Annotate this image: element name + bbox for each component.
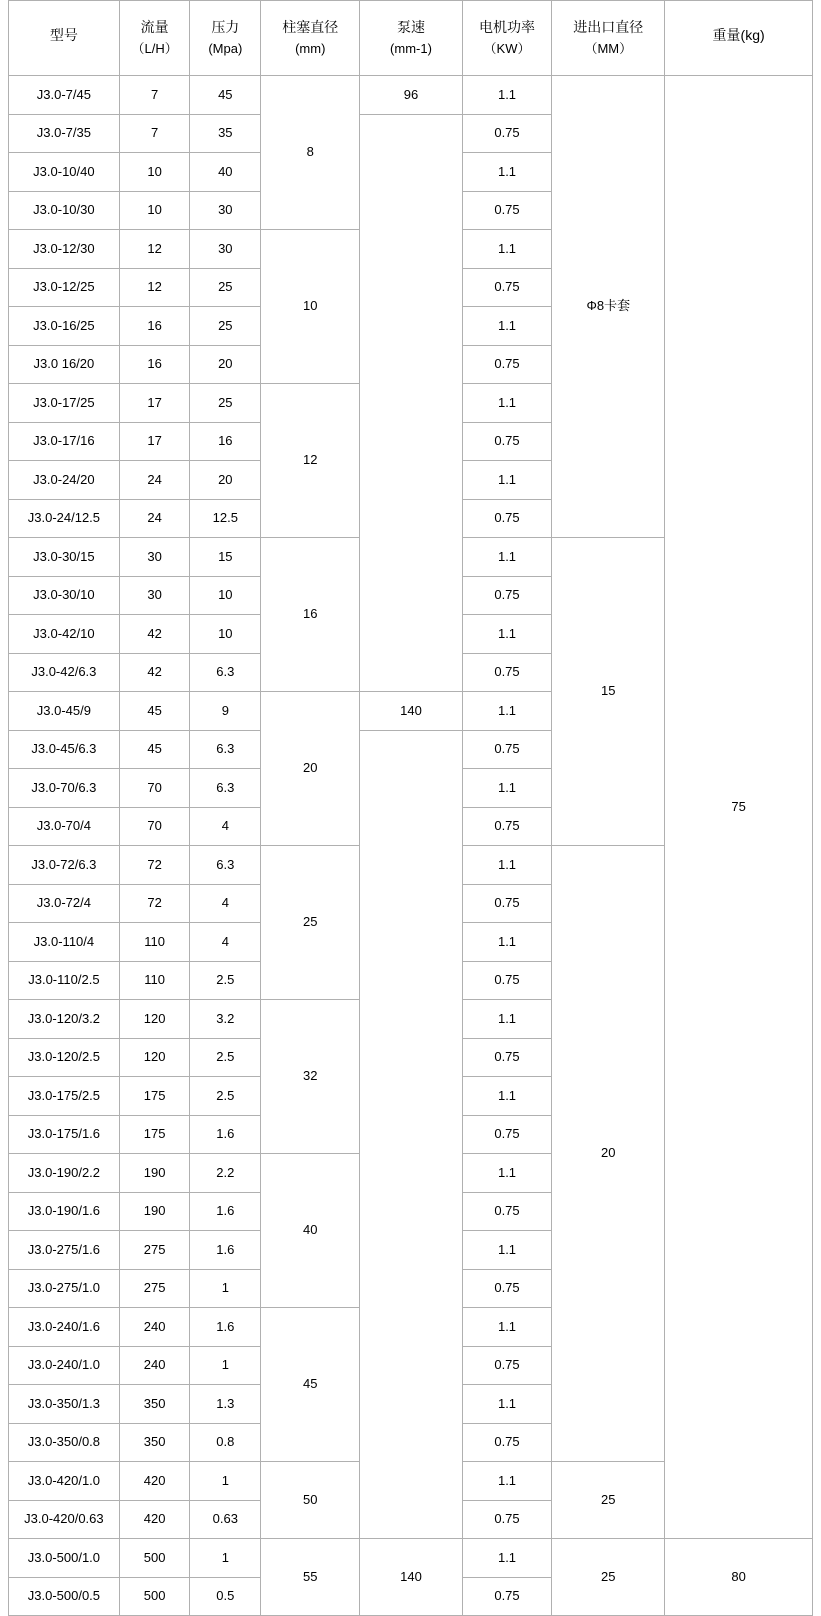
cell-pressure: 2.2 (190, 1154, 261, 1193)
cell-model: J3.0-175/2.5 (9, 1077, 120, 1116)
header-port-line2: （MM） (584, 40, 633, 56)
header-flow-line1: 流量 (140, 19, 169, 36)
cell-model: J3.0-45/6.3 (9, 730, 120, 769)
cell-flow: 420 (119, 1462, 190, 1501)
cell-pressure: 30 (190, 191, 261, 230)
cell-model: J3.0-17/16 (9, 422, 120, 461)
cell-motor-power: 1.1 (462, 1231, 552, 1270)
cell-model: J3.0-190/1.6 (9, 1192, 120, 1231)
cell-flow: 500 (119, 1577, 190, 1616)
cell-pressure: 4 (190, 807, 261, 846)
cell-pressure: 40 (190, 153, 261, 192)
cell-model: J3.0-420/1.0 (9, 1462, 120, 1501)
cell-model: J3.0-45/9 (9, 692, 120, 731)
cell-motor-power: 0.75 (462, 1038, 552, 1077)
cell-flow: 30 (119, 538, 190, 577)
table-header (9, 1, 813, 76)
cell-flow: 16 (119, 345, 190, 384)
header-plunger-line1: 柱塞直径 (282, 19, 339, 36)
cell-plunger-diameter: 32 (261, 1000, 360, 1154)
cell-flow: 350 (119, 1423, 190, 1462)
cell-pressure: 25 (190, 307, 261, 346)
cell-plunger-diameter: 55 (261, 1539, 360, 1616)
cell-model: J3.0-7/35 (9, 114, 120, 153)
cell-pressure: 3.2 (190, 1000, 261, 1039)
cell-pressure: 12.5 (190, 499, 261, 538)
cell-motor-power: 0.75 (462, 1192, 552, 1231)
cell-pressure: 4 (190, 923, 261, 962)
header-port-diameter (552, 1, 665, 76)
cell-model: J3.0-110/2.5 (9, 961, 120, 1000)
cell-model: J3.0-17/25 (9, 384, 120, 423)
cell-model: J3.0-350/1.3 (9, 1385, 120, 1424)
cell-motor-power: 0.75 (462, 1269, 552, 1308)
header-speed-line2: (mm-1) (390, 40, 432, 56)
header-plunger-diameter (261, 1, 360, 76)
cell-motor-power: 0.75 (462, 1423, 552, 1462)
cell-pressure: 6.3 (190, 846, 261, 885)
cell-pressure: 1 (190, 1539, 261, 1578)
header-weight (665, 1, 813, 76)
cell-flow: 120 (119, 1000, 190, 1039)
cell-plunger-diameter: 10 (261, 230, 360, 384)
cell-model: J3.0-24/12.5 (9, 499, 120, 538)
cell-port-diameter: 25 (552, 1462, 665, 1539)
table-body (9, 76, 813, 1616)
cell-flow: 420 (119, 1500, 190, 1539)
cell-pump-speed (360, 114, 462, 692)
cell-pressure: 25 (190, 268, 261, 307)
cell-pressure: 15 (190, 538, 261, 577)
cell-pressure: 6.3 (190, 653, 261, 692)
cell-model: J3.0-72/6.3 (9, 846, 120, 885)
cell-motor-power: 0.75 (462, 576, 552, 615)
cell-motor-power: 1.1 (462, 538, 552, 577)
cell-motor-power: 1.1 (462, 153, 552, 192)
cell-pressure: 4 (190, 884, 261, 923)
cell-motor-power: 1.1 (462, 1077, 552, 1116)
cell-model: J3.0-10/30 (9, 191, 120, 230)
cell-pressure: 35 (190, 114, 261, 153)
cell-model: J3.0-42/6.3 (9, 653, 120, 692)
cell-model: J3.0-240/1.0 (9, 1346, 120, 1385)
header-weight-line1: 重量(kg) (712, 27, 765, 44)
cell-flow: 500 (119, 1539, 190, 1578)
cell-plunger-diameter: 16 (261, 538, 360, 692)
cell-motor-power: 1.1 (462, 769, 552, 808)
cell-motor-power: 1.1 (462, 461, 552, 500)
cell-flow: 24 (119, 461, 190, 500)
header-pressure (190, 1, 261, 76)
cell-motor-power: 0.75 (462, 884, 552, 923)
cell-flow: 70 (119, 769, 190, 808)
header-power-line1: 电机功率 (479, 19, 535, 36)
cell-flow: 175 (119, 1077, 190, 1116)
cell-model: J3.0-70/6.3 (9, 769, 120, 808)
cell-flow: 72 (119, 884, 190, 923)
header-power-line2: （KW） (483, 40, 531, 56)
cell-flow: 7 (119, 114, 190, 153)
cell-flow: 190 (119, 1192, 190, 1231)
cell-weight: 75 (665, 76, 813, 1539)
cell-flow: 10 (119, 153, 190, 192)
cell-flow: 275 (119, 1269, 190, 1308)
cell-model: J3.0-72/4 (9, 884, 120, 923)
cell-port-diameter: Φ8卡套 (552, 76, 665, 538)
header-pressure-line1: 压力 (211, 19, 240, 36)
cell-pump-speed: 96 (360, 76, 462, 115)
cell-motor-power: 1.1 (462, 1308, 552, 1347)
cell-motor-power: 0.75 (462, 114, 552, 153)
cell-model: J3.0-24/20 (9, 461, 120, 500)
cell-flow: 190 (119, 1154, 190, 1193)
cell-flow: 24 (119, 499, 190, 538)
header-row (9, 1, 813, 76)
cell-plunger-diameter: 25 (261, 846, 360, 1000)
cell-model: J3.0-500/1.0 (9, 1539, 120, 1578)
cell-flow: 70 (119, 807, 190, 846)
cell-motor-power: 1.1 (462, 1462, 552, 1501)
cell-flow: 7 (119, 76, 190, 115)
cell-flow: 120 (119, 1038, 190, 1077)
cell-pressure: 20 (190, 345, 261, 384)
cell-pump-speed (360, 730, 462, 1539)
cell-model: J3.0 16/20 (9, 345, 120, 384)
cell-pressure: 1.6 (190, 1192, 261, 1231)
cell-pressure: 30 (190, 230, 261, 269)
cell-flow: 350 (119, 1385, 190, 1424)
cell-flow: 16 (119, 307, 190, 346)
cell-motor-power: 0.75 (462, 653, 552, 692)
cell-model: J3.0-240/1.6 (9, 1308, 120, 1347)
cell-model: J3.0-12/30 (9, 230, 120, 269)
cell-motor-power: 0.75 (462, 730, 552, 769)
cell-flow: 110 (119, 923, 190, 962)
cell-plunger-diameter: 50 (261, 1462, 360, 1539)
cell-model: J3.0-275/1.0 (9, 1269, 120, 1308)
header-pump-speed (360, 1, 462, 76)
cell-pressure: 20 (190, 461, 261, 500)
cell-model: J3.0-120/2.5 (9, 1038, 120, 1077)
cell-flow: 17 (119, 422, 190, 461)
cell-port-diameter: 20 (552, 846, 665, 1462)
cell-model: J3.0-7/45 (9, 76, 120, 115)
table-row (9, 76, 813, 115)
cell-motor-power: 0.75 (462, 345, 552, 384)
cell-motor-power: 1.1 (462, 615, 552, 654)
cell-plunger-diameter: 12 (261, 384, 360, 538)
header-port-line1: 进出口直径 (573, 19, 644, 36)
cell-plunger-diameter: 8 (261, 76, 360, 230)
cell-motor-power: 1.1 (462, 1385, 552, 1424)
cell-model: J3.0-275/1.6 (9, 1231, 120, 1270)
cell-motor-power: 1.1 (462, 307, 552, 346)
cell-model: J3.0-30/10 (9, 576, 120, 615)
cell-motor-power: 1.1 (462, 1539, 552, 1578)
cell-pressure: 10 (190, 576, 261, 615)
cell-pressure: 1.6 (190, 1308, 261, 1347)
cell-motor-power: 0.75 (462, 1577, 552, 1616)
cell-motor-power: 0.75 (462, 499, 552, 538)
cell-flow: 72 (119, 846, 190, 885)
cell-pump-speed: 140 (360, 692, 462, 731)
cell-port-diameter: 15 (552, 538, 665, 846)
cell-flow: 10 (119, 191, 190, 230)
cell-motor-power: 0.75 (462, 191, 552, 230)
cell-motor-power: 1.1 (462, 846, 552, 885)
cell-pressure: 1.6 (190, 1231, 261, 1270)
cell-motor-power: 0.75 (462, 1500, 552, 1539)
cell-pressure: 1.6 (190, 1115, 261, 1154)
cell-flow: 45 (119, 730, 190, 769)
cell-pressure: 2.5 (190, 1077, 261, 1116)
cell-flow: 45 (119, 692, 190, 731)
cell-model: J3.0-30/15 (9, 538, 120, 577)
cell-weight: 80 (665, 1539, 813, 1616)
cell-model: J3.0-110/4 (9, 923, 120, 962)
cell-pump-speed: 140 (360, 1539, 462, 1616)
header-motor-power (462, 1, 552, 76)
cell-motor-power: 0.75 (462, 422, 552, 461)
cell-motor-power: 0.75 (462, 1115, 552, 1154)
cell-flow: 17 (119, 384, 190, 423)
table-row (9, 1539, 813, 1578)
cell-pressure: 0.63 (190, 1500, 261, 1539)
cell-port-diameter: 25 (552, 1539, 665, 1616)
cell-motor-power: 0.75 (462, 961, 552, 1000)
cell-flow: 42 (119, 653, 190, 692)
cell-flow: 42 (119, 615, 190, 654)
cell-flow: 175 (119, 1115, 190, 1154)
cell-pressure: 16 (190, 422, 261, 461)
cell-model: J3.0-70/4 (9, 807, 120, 846)
cell-model: J3.0-42/10 (9, 615, 120, 654)
cell-pressure: 6.3 (190, 769, 261, 808)
cell-pressure: 1 (190, 1346, 261, 1385)
header-flow (119, 1, 190, 76)
specification-table (8, 0, 813, 1616)
cell-model: J3.0-16/25 (9, 307, 120, 346)
cell-model: J3.0-190/2.2 (9, 1154, 120, 1193)
cell-motor-power: 0.75 (462, 807, 552, 846)
cell-model: J3.0-500/0.5 (9, 1577, 120, 1616)
cell-motor-power: 0.75 (462, 1346, 552, 1385)
cell-motor-power: 1.1 (462, 230, 552, 269)
cell-pressure: 6.3 (190, 730, 261, 769)
cell-pressure: 1.3 (190, 1385, 261, 1424)
cell-flow: 12 (119, 268, 190, 307)
cell-pressure: 0.8 (190, 1423, 261, 1462)
header-flow-line2: （L/H） (131, 40, 178, 56)
cell-pressure: 2.5 (190, 961, 261, 1000)
cell-flow: 30 (119, 576, 190, 615)
cell-model: J3.0-175/1.6 (9, 1115, 120, 1154)
cell-model: J3.0-420/0.63 (9, 1500, 120, 1539)
cell-motor-power: 1.1 (462, 923, 552, 962)
cell-plunger-diameter: 45 (261, 1308, 360, 1462)
header-model-line1: 型号 (49, 27, 78, 44)
cell-pressure: 0.5 (190, 1577, 261, 1616)
cell-motor-power: 0.75 (462, 268, 552, 307)
cell-motor-power: 1.1 (462, 384, 552, 423)
cell-plunger-diameter: 40 (261, 1154, 360, 1308)
cell-pressure: 1 (190, 1462, 261, 1501)
cell-pressure: 2.5 (190, 1038, 261, 1077)
header-pressure-line2: (Mpa) (208, 40, 243, 56)
cell-pressure: 9 (190, 692, 261, 731)
cell-motor-power: 1.1 (462, 692, 552, 731)
cell-flow: 240 (119, 1346, 190, 1385)
cell-model: J3.0-120/3.2 (9, 1000, 120, 1039)
cell-motor-power: 1.1 (462, 1154, 552, 1193)
cell-pressure: 1 (190, 1269, 261, 1308)
cell-pressure: 45 (190, 76, 261, 115)
cell-flow: 240 (119, 1308, 190, 1347)
cell-motor-power: 1.1 (462, 1000, 552, 1039)
cell-flow: 275 (119, 1231, 190, 1270)
header-model (9, 1, 120, 76)
cell-motor-power: 1.1 (462, 76, 552, 115)
cell-model: J3.0-10/40 (9, 153, 120, 192)
cell-flow: 110 (119, 961, 190, 1000)
cell-flow: 12 (119, 230, 190, 269)
cell-plunger-diameter: 20 (261, 692, 360, 846)
cell-model: J3.0-350/0.8 (9, 1423, 120, 1462)
header-plunger-line2: (mm) (295, 40, 326, 56)
cell-pressure: 25 (190, 384, 261, 423)
cell-model: J3.0-12/25 (9, 268, 120, 307)
cell-pressure: 10 (190, 615, 261, 654)
header-speed-line1: 泵速 (397, 19, 425, 36)
